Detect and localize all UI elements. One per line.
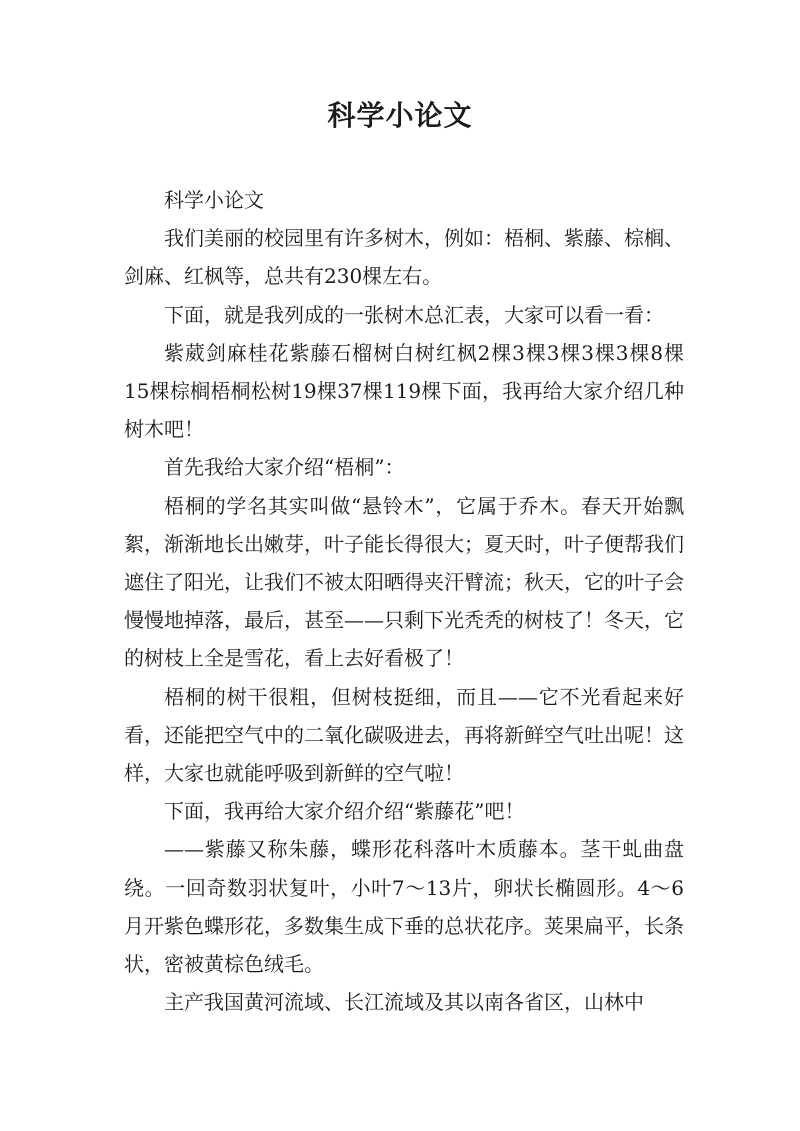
document-body	[124, 181, 684, 1021]
document-title: 科学小论文	[327, 99, 473, 132]
paragraph: ——紫藤又称朱藤，蝶形花科落叶木质藤本。茎干虬曲盘绕。一回奇数羽状复叶，小叶7～13片，卵状长椭圆形。4～6月开紫色蝶形花，多数集生成下垂的总状花序。荚果扁平，长条状，密被黄棕色绒毛。	[124, 837, 684, 977]
paragraph: 梧桐的学名其实叫做“悬铃木”，它属于乔木。春天开始飘絮，渐渐地长出嫩芽，叶子能长得很大；夏天时，叶子便帮我们遮住了阳光，让我们不被太阳晒得夹汗臂流；秋天，它的叶子会慢慢地掉落，最后，甚至——只剩下光秃秃的树枝了！冬天，它的树枝上全是雪花，看上去好看极了！	[124, 493, 684, 671]
paragraph: 下面，我再给大家介绍介绍“紫藤花”吧！	[164, 799, 525, 824]
paragraph: 梧桐的树干很粗，但树枝挺细，而且——它不光看起来好看，还能把空气中的二氧化碳吸进去，再将新鲜空气吐出呢！这样，大家也就能呼吸到新鲜的空气啦！	[124, 684, 684, 786]
paragraph: 首先我给大家介绍“梧桐”：	[164, 455, 405, 480]
paragraph: 下面，就是我列成的一张树木总汇表，大家可以看一看：	[164, 302, 664, 327]
paragraph: 紫葳剑麻桂花紫藤石榴树白树红枫2棵3棵3棵3棵3棵8棵15棵棕榈梧桐松树19棵37棵119棵下面，我再给大家介绍几种树木吧！	[124, 340, 684, 442]
paragraph: 科学小论文	[164, 188, 264, 212]
paragraph: 我们美丽的校园里有许多树木，例如：梧桐、紫藤、棕榈、剑麻、红枫等，总共有230棵左右。	[124, 226, 684, 289]
paragraph: 主产我国黄河流域、长江流域及其以南各省区，山林中	[164, 990, 644, 1015]
